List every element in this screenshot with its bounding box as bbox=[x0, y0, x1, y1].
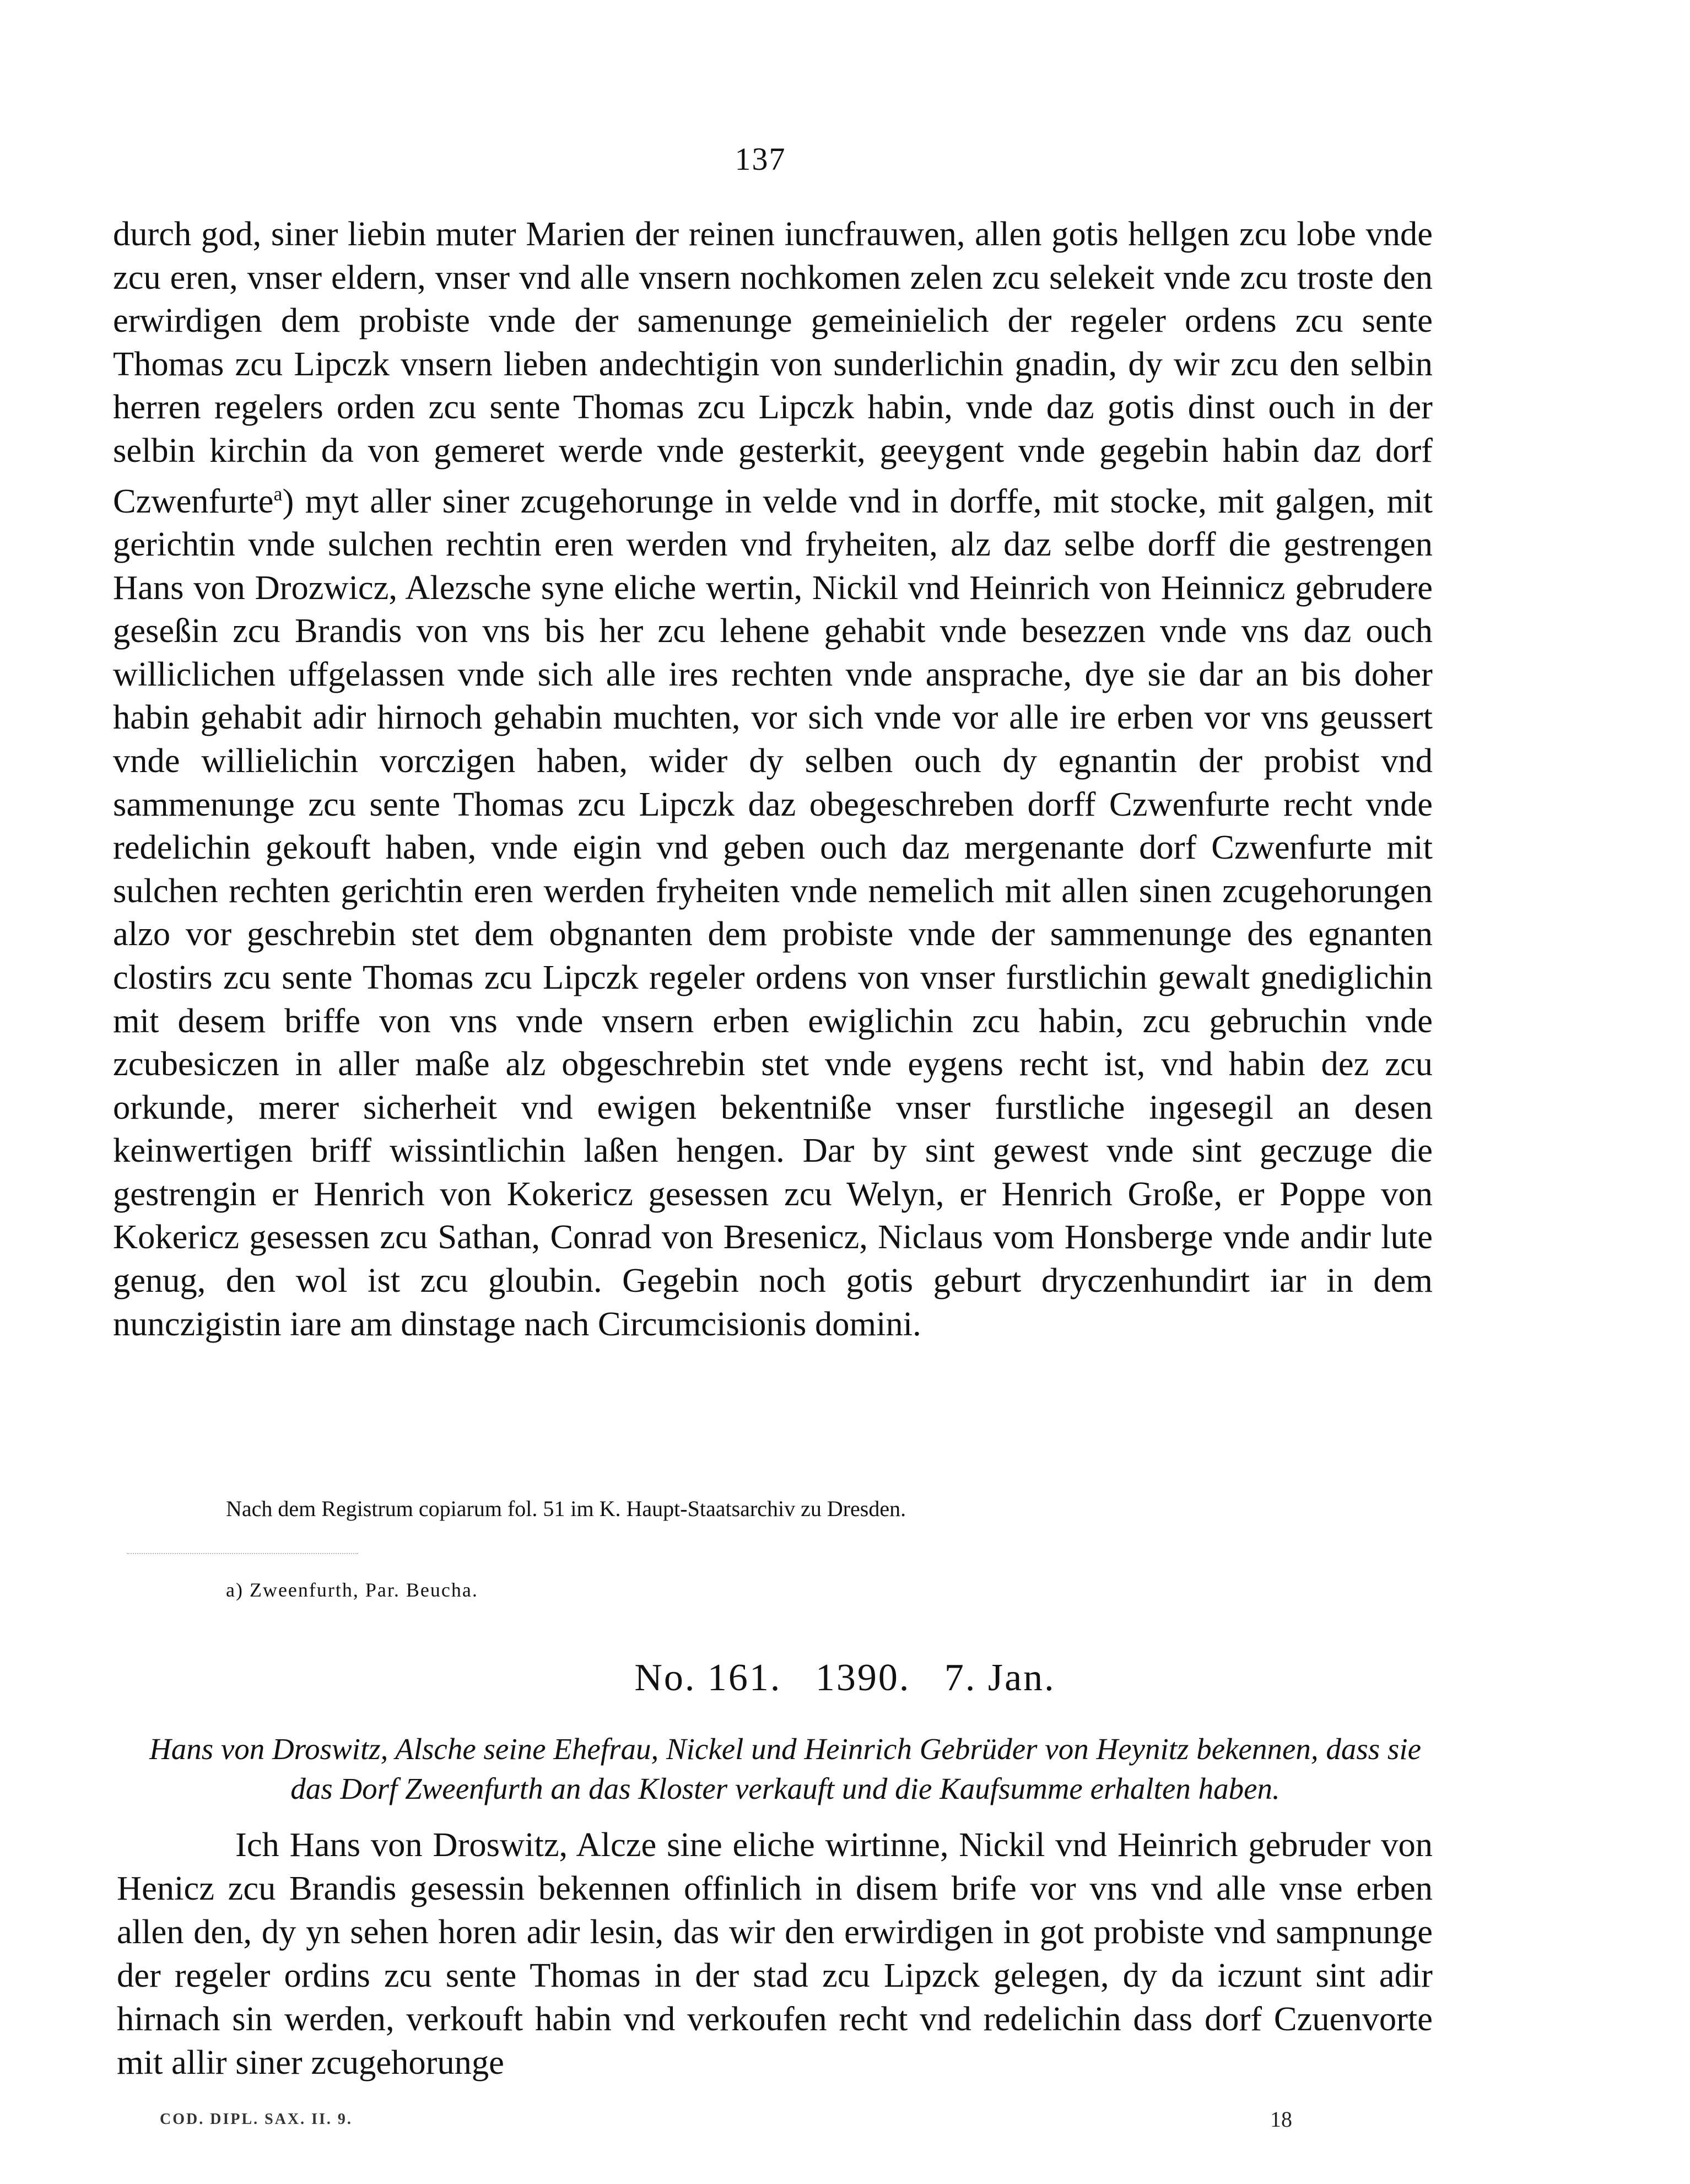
source-note: Nach dem Registrum copiarum fol. 51 im K. Haupt-Staatsarchiv zu Dresden. bbox=[226, 1496, 906, 1521]
main-text bbox=[113, 212, 1433, 1345]
document-heading: No. 161. 1390. 7. Jan. bbox=[634, 1657, 1056, 1699]
charter-paragraph: Ich Hans von Droswitz, Alcze sine eliche wirtinne, Nickil vnd Heinrich gebruder von Henicz zcu Brandis gesessin bekennen offinlich in disem brife vor vns vnd alle vnse erben allen den, dy yn sehen horen adir lesin, das wir den erwirdigen in got probiste vnd sampnunge der regeler ordins zcu sente Thomas in der stad zcu Lipzck gelegen, dy da iczunt sint adir hirnach sin werden, verkouft habin vnd verkoufen recht vnd redelichin dass dorf Czuenvorte mit allir siner zcugehorunge bbox=[117, 1825, 1433, 2081]
charter-text bbox=[117, 1823, 1433, 2084]
sheet-number: 18 bbox=[1270, 2107, 1292, 2132]
footnote: a) Zweenfurth, Par. Beucha. bbox=[226, 1579, 478, 1601]
page-number: 137 bbox=[735, 141, 786, 177]
footnote-divider bbox=[127, 1553, 358, 1554]
regest bbox=[138, 1729, 1433, 1809]
body-text: durch god, siner liebin muter Marien der reinen iuncfrauwen, allen gotis hellgen zcu lobe vnde zcu eren, vnser eldern, vnser vnd alle vnsern nochkomen zelen zcu selekeit vnde zcu troste den erwirdigen dem probiste vnde der samenunge gemeinielich der regeler ordens zcu sente Thomas zcu Lipczk vnsern lieben andechtigin von sunderlichin gnadin, dy wir zcu den selbin herren regelers orden zcu sente Thomas zcu Lipczk habin, vnde daz gotis dinst ouch in der selbin kirchin da von gemeret werde vnde gesterkit, geeygent vnde gegebin habin daz dorf Czwenfurte bbox=[113, 214, 1433, 520]
signature-mark: COD. DIPL. SAX. II. 9. bbox=[160, 2111, 353, 2128]
body-paragraph bbox=[113, 212, 1433, 1345]
regest-text: Hans von Droswitz, Alsche seine Ehefrau, Nickel und Heinrich Gebrüder von Heynitz bekennen, dass sie das Dorf Zweenfurth an das Kloster verkauft und die Kaufsumme erhalten haben. bbox=[149, 1732, 1422, 1805]
body-text-continued: ) myt aller siner zcugehorunge in velde vnd in dorffe, mit stocke, mit galgen, mit gerichtin vnde sulchen rechtin eren werden vnd fryheiten, alz daz selbe dorff die gestrengen Hans von Drozwicz, Alezsche syne eliche wertin, Nickil vnd Heinrich von Heinnicz gebrudere geseßin zcu Brandis von vns bis her zcu lehene gehabit vnde besezzen vnde vns daz ouch williclichen uffgelassen vnde sich alle ires rechten vnde ansprache, dye sie dar an bis doher habin gehabit adir hirnoch gehabin muchten, vor sich vnde vor alle ire erben vor vns geussert vnde willielichin vorczigen haben, wider dy selben ouch dy egnantin der probist vnd sammenunge zcu sente Thomas zcu Lipczk daz obegeschreben dorff Czwenfurte recht vnde redelichin gekouft haben, vnde eigin vnd geben ouch daz mergenante dorf Czwenfurte mit sulchen rechten gerichtin eren werden fryheiten vnde nemelich mit allen sinen zcugehorungen alzo vor geschrebin stet dem obgnanten dem probiste vnde der sammenunge des egnanten clostirs zcu sente Thomas zcu Lipczk regeler ordens von vnser furstlichin gewalt gnediglichin mit desem briffe von vns vnde vnsern erben ewiglichin zcu habin, zcu gebruchin vnde zcubesiczen in aller maße alz obgeschrebin stet vnde eygens recht ist, vnd habin dez zcu orkunde, merer sicherheit vnd ewigen bekentniße vnser furstliche ingesegil an desen keinwertigen briff wissintlichin laßen hengen. Dar by sint gewest vnde sint geczuge die gestrengin er Henrich von Kokericz gesessen zcu Welyn, er Henrich Große, er Poppe von Kokericz gesessen zcu Sathan, Conrad von Bresenicz, Niclaus vom Honsberge vnde andir lute genug, den wol ist zcu gloubin. Gegebin noch gotis geburt dryczenhundirt iar in dem nunczigistin iare am dinstage nach Circumcisionis domini. bbox=[113, 481, 1433, 1343]
footnote-mark: a bbox=[273, 482, 283, 505]
